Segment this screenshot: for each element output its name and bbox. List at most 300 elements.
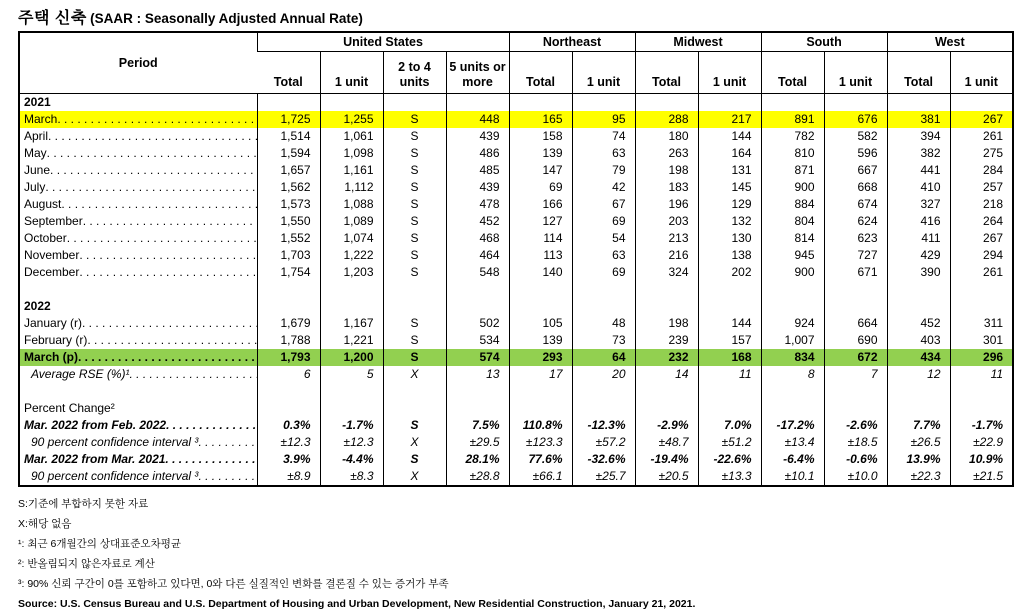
value-cell: [257, 281, 320, 298]
value-cell: 28.1%: [446, 451, 509, 468]
value-cell: 42: [572, 179, 635, 196]
value-cell: 138: [698, 247, 761, 264]
dot-leader: [198, 434, 256, 451]
value-cell: 11: [698, 366, 761, 383]
value-cell: 1,679: [257, 315, 320, 332]
value-cell: 1,657: [257, 162, 320, 179]
period-cell: [19, 213, 257, 230]
value-cell: [257, 383, 320, 400]
value-cell: 1,788: [257, 332, 320, 349]
value-cell: 596: [824, 145, 887, 162]
value-cell: 924: [761, 315, 824, 332]
dot-leader: [61, 196, 256, 213]
table-row: [19, 400, 1013, 417]
row-label: Mar. 2022 from Feb. 2022: [24, 418, 167, 432]
value-cell: [509, 383, 572, 400]
value-cell: 180: [635, 128, 698, 145]
value-cell: ±22.3: [887, 468, 950, 486]
value-cell: 1,255: [320, 111, 383, 128]
group-header-northeast: Northeast: [509, 32, 635, 52]
value-cell: [320, 383, 383, 400]
value-cell: 140: [509, 264, 572, 281]
dot-leader: [57, 111, 256, 128]
dot-leader: [198, 468, 256, 485]
value-cell: 144: [698, 128, 761, 145]
value-cell: 202: [698, 264, 761, 281]
row-label: February (r): [24, 333, 88, 347]
value-cell: 452: [887, 315, 950, 332]
value-cell: S: [383, 349, 446, 366]
value-cell: 1,088: [320, 196, 383, 213]
value-cell: 69: [572, 213, 635, 230]
value-cell: 410: [887, 179, 950, 196]
value-cell: 834: [761, 349, 824, 366]
value-cell: [446, 383, 509, 400]
value-cell: 198: [635, 315, 698, 332]
value-cell: [257, 400, 320, 417]
period-cell: [19, 298, 257, 315]
value-cell: [887, 400, 950, 417]
value-cell: 439: [446, 128, 509, 145]
value-cell: [509, 298, 572, 315]
value-cell: S: [383, 111, 446, 128]
value-cell: 429: [887, 247, 950, 264]
table-row: [19, 468, 1013, 486]
row-label: January (r): [24, 316, 83, 330]
value-cell: 301: [950, 332, 1013, 349]
period-cell-inner: [20, 451, 257, 468]
value-cell: 48: [572, 315, 635, 332]
value-cell: -2.6%: [824, 417, 887, 434]
value-cell: 441: [887, 162, 950, 179]
value-cell: 1,161: [320, 162, 383, 179]
column-header: 1 unit: [320, 52, 383, 94]
value-cell: 439: [446, 179, 509, 196]
value-cell: [698, 281, 761, 298]
value-cell: 63: [572, 247, 635, 264]
period-cell: [19, 383, 257, 400]
period-cell-inner: [20, 128, 257, 145]
value-cell: ±51.2: [698, 434, 761, 451]
value-cell: 261: [950, 264, 1013, 281]
value-cell: 1,754: [257, 264, 320, 281]
value-cell: 7: [824, 366, 887, 383]
period-cell-inner: [20, 196, 257, 213]
row-label: 90 percent confidence interval ³: [31, 469, 199, 483]
value-cell: 267: [950, 111, 1013, 128]
value-cell: 3.9%: [257, 451, 320, 468]
value-cell: [446, 400, 509, 417]
value-cell: 130: [698, 230, 761, 247]
footnote-s: S:기준에 부합하지 못한 자료: [18, 498, 149, 510]
value-cell: 213: [635, 230, 698, 247]
dot-leader: [165, 451, 256, 468]
value-cell: 164: [698, 145, 761, 162]
row-label: July: [24, 180, 46, 194]
value-cell: 267: [950, 230, 1013, 247]
value-cell: -1.7%: [950, 417, 1013, 434]
value-cell: 502: [446, 315, 509, 332]
period-cell: [19, 230, 257, 247]
value-cell: 814: [761, 230, 824, 247]
period-cell: [19, 247, 257, 264]
period-cell-inner: [20, 213, 257, 230]
value-cell: [509, 281, 572, 298]
period-cell-inner: [20, 349, 257, 366]
row-label: 2021: [24, 95, 51, 109]
value-cell: [257, 298, 320, 315]
value-cell: [572, 298, 635, 315]
period-cell-inner: [20, 400, 257, 417]
value-cell: ±48.7: [635, 434, 698, 451]
table-row: [19, 230, 1013, 247]
value-cell: S: [383, 315, 446, 332]
group-header-midwest: Midwest: [635, 32, 761, 52]
value-cell: [257, 94, 320, 112]
value-cell: X: [383, 468, 446, 486]
table-row: [19, 264, 1013, 281]
dot-leader: [45, 179, 256, 196]
value-cell: [761, 298, 824, 315]
value-cell: 434: [887, 349, 950, 366]
footnote-3: ³: 90% 신뢰 구간이 0를 포함하고 있다면, 0와 다른 실질적인 변화를 결론질 수 있는 증거가 부족: [18, 578, 449, 590]
value-cell: 464: [446, 247, 509, 264]
period-cell: [19, 417, 257, 434]
dot-leader: [129, 366, 256, 383]
value-cell: 900: [761, 179, 824, 196]
table-row: [19, 366, 1013, 383]
value-cell: X: [383, 366, 446, 383]
value-cell: [635, 281, 698, 298]
value-cell: 1,203: [320, 264, 383, 281]
period-cell: [19, 179, 257, 196]
value-cell: [950, 298, 1013, 315]
value-cell: [824, 383, 887, 400]
row-label: August: [24, 197, 62, 211]
value-cell: -1.7%: [320, 417, 383, 434]
value-cell: 1,112: [320, 179, 383, 196]
value-cell: 1,200: [320, 349, 383, 366]
dot-leader: [48, 128, 256, 145]
value-cell: ±18.5: [824, 434, 887, 451]
value-cell: 77.6%: [509, 451, 572, 468]
value-cell: [383, 298, 446, 315]
value-cell: 690: [824, 332, 887, 349]
period-cell-inner: [20, 468, 257, 485]
value-cell: 667: [824, 162, 887, 179]
dot-leader: [83, 213, 257, 230]
period-cell-inner: [20, 111, 257, 128]
value-cell: [635, 400, 698, 417]
value-cell: 1,089: [320, 213, 383, 230]
period-cell: [19, 315, 257, 332]
value-cell: 114: [509, 230, 572, 247]
value-cell: ±20.5: [635, 468, 698, 486]
page-title-subtitle: (SAAR : Seasonally Adjusted Annual Rate): [90, 11, 363, 26]
value-cell: S: [383, 179, 446, 196]
value-cell: ±8.9: [257, 468, 320, 486]
group-header-united-states: United States: [257, 32, 509, 52]
value-cell: 294: [950, 247, 1013, 264]
value-cell: 1,221: [320, 332, 383, 349]
dot-leader: [67, 230, 257, 247]
value-cell: [887, 383, 950, 400]
value-cell: [320, 281, 383, 298]
value-cell: 69: [509, 179, 572, 196]
value-cell: [761, 400, 824, 417]
value-cell: 144: [698, 315, 761, 332]
value-cell: 1,514: [257, 128, 320, 145]
value-cell: [824, 94, 887, 112]
value-cell: 73: [572, 332, 635, 349]
value-cell: 257: [950, 179, 1013, 196]
value-cell: 261: [950, 128, 1013, 145]
column-header: Total: [257, 52, 320, 94]
value-cell: 74: [572, 128, 635, 145]
column-header: Total: [509, 52, 572, 94]
group-header-west: West: [887, 32, 1013, 52]
period-cell: [19, 468, 257, 486]
footnote-2: ²: 반올림되지 않은자료로 계산: [18, 558, 155, 570]
column-header: 1 unit: [950, 52, 1013, 94]
period-cell: [19, 400, 257, 417]
value-cell: 263: [635, 145, 698, 162]
value-cell: 1,074: [320, 230, 383, 247]
period-cell: [19, 94, 257, 112]
period-cell: [19, 349, 257, 366]
value-cell: S: [383, 264, 446, 281]
value-cell: [320, 298, 383, 315]
value-cell: ±28.8: [446, 468, 509, 486]
period-cell: [19, 145, 257, 162]
value-cell: [320, 400, 383, 417]
row-label: October: [24, 231, 67, 245]
value-cell: 1,550: [257, 213, 320, 230]
column-header: 1 unit: [698, 52, 761, 94]
period-cell-inner: [20, 179, 257, 196]
period-cell: [19, 111, 257, 128]
value-cell: 891: [761, 111, 824, 128]
row-label: November: [24, 248, 80, 262]
value-cell: 183: [635, 179, 698, 196]
value-cell: 129: [698, 196, 761, 213]
table-row: [19, 315, 1013, 332]
value-cell: ±123.3: [509, 434, 572, 451]
value-cell: [572, 281, 635, 298]
period-cell: [19, 128, 257, 145]
value-cell: ±26.5: [887, 434, 950, 451]
value-cell: ±12.3: [320, 434, 383, 451]
value-cell: 727: [824, 247, 887, 264]
value-cell: [761, 94, 824, 112]
value-cell: 216: [635, 247, 698, 264]
value-cell: [824, 400, 887, 417]
page-title-korean: 주택 신축: [18, 10, 87, 27]
column-header: 5 units or more: [446, 52, 509, 94]
value-cell: 132: [698, 213, 761, 230]
value-cell: ±21.5: [950, 468, 1013, 486]
value-cell: 1,703: [257, 247, 320, 264]
value-cell: 7.7%: [887, 417, 950, 434]
value-cell: 198: [635, 162, 698, 179]
dot-leader: [79, 247, 256, 264]
value-cell: [887, 281, 950, 298]
column-header: Total: [761, 52, 824, 94]
housing-table: [18, 31, 1014, 487]
value-cell: 1,222: [320, 247, 383, 264]
table-row: [19, 247, 1013, 264]
table-row: [19, 145, 1013, 162]
value-cell: 20: [572, 366, 635, 383]
value-cell: S: [383, 145, 446, 162]
table-row: [19, 417, 1013, 434]
value-cell: 264: [950, 213, 1013, 230]
value-cell: [761, 281, 824, 298]
value-cell: 165: [509, 111, 572, 128]
value-cell: -32.6%: [572, 451, 635, 468]
value-cell: S: [383, 230, 446, 247]
value-cell: -0.6%: [824, 451, 887, 468]
value-cell: 239: [635, 332, 698, 349]
value-cell: [824, 298, 887, 315]
value-cell: 217: [698, 111, 761, 128]
value-cell: [635, 383, 698, 400]
column-header: 1 unit: [824, 52, 887, 94]
value-cell: 324: [635, 264, 698, 281]
value-cell: 382: [887, 145, 950, 162]
period-cell-inner: [20, 298, 257, 315]
value-cell: [383, 94, 446, 112]
value-cell: [698, 383, 761, 400]
value-cell: 327: [887, 196, 950, 213]
dot-leader: [47, 145, 257, 162]
value-cell: 664: [824, 315, 887, 332]
value-cell: 1,167: [320, 315, 383, 332]
value-cell: 478: [446, 196, 509, 213]
value-cell: [572, 94, 635, 112]
value-cell: -12.3%: [572, 417, 635, 434]
value-cell: 574: [446, 349, 509, 366]
value-cell: [950, 281, 1013, 298]
value-cell: -2.9%: [635, 417, 698, 434]
value-cell: 1,098: [320, 145, 383, 162]
value-cell: 284: [950, 162, 1013, 179]
value-cell: 7.0%: [698, 417, 761, 434]
value-cell: X: [383, 434, 446, 451]
value-cell: 403: [887, 332, 950, 349]
column-header: 2 to 4 units: [383, 52, 446, 94]
table-row: [19, 213, 1013, 230]
value-cell: 232: [635, 349, 698, 366]
value-cell: 17: [509, 366, 572, 383]
value-cell: 139: [509, 145, 572, 162]
value-cell: 804: [761, 213, 824, 230]
value-cell: 139: [509, 332, 572, 349]
value-cell: [446, 94, 509, 112]
table-row: [19, 281, 1013, 298]
table-row: [19, 179, 1013, 196]
value-cell: 311: [950, 315, 1013, 332]
value-cell: 275: [950, 145, 1013, 162]
value-cell: 486: [446, 145, 509, 162]
column-header: Total: [887, 52, 950, 94]
row-label: 2022: [24, 299, 51, 313]
value-cell: ±8.3: [320, 468, 383, 486]
value-cell: 113: [509, 247, 572, 264]
dot-leader: [78, 349, 257, 366]
row-label: December: [24, 265, 80, 279]
value-cell: 1,793: [257, 349, 320, 366]
value-cell: S: [383, 162, 446, 179]
period-cell: [19, 281, 257, 298]
value-cell: [383, 400, 446, 417]
value-cell: 810: [761, 145, 824, 162]
row-label: 90 percent confidence interval ³: [31, 435, 199, 449]
period-cell: [19, 366, 257, 383]
value-cell: ±12.3: [257, 434, 320, 451]
value-cell: 296: [950, 349, 1013, 366]
value-cell: 871: [761, 162, 824, 179]
row-label: Percent Change²: [24, 401, 115, 415]
value-cell: [887, 298, 950, 315]
value-cell: 67: [572, 196, 635, 213]
value-cell: S: [383, 196, 446, 213]
period-cell-inner: [20, 94, 257, 111]
value-cell: 1,594: [257, 145, 320, 162]
period-cell-inner: [20, 332, 257, 349]
row-label: May: [24, 146, 47, 160]
value-cell: 1,573: [257, 196, 320, 213]
value-cell: 674: [824, 196, 887, 213]
page-title: [18, 5, 1023, 28]
value-cell: 168: [698, 349, 761, 366]
value-cell: 416: [887, 213, 950, 230]
value-cell: 166: [509, 196, 572, 213]
value-cell: 64: [572, 349, 635, 366]
period-cell: [19, 451, 257, 468]
value-cell: S: [383, 451, 446, 468]
value-cell: 672: [824, 349, 887, 366]
footnote-x: X:해당 없음: [18, 518, 72, 530]
period-cell: [19, 434, 257, 451]
period-cell-inner: [20, 145, 257, 162]
value-cell: 1,725: [257, 111, 320, 128]
value-cell: [383, 383, 446, 400]
value-cell: 147: [509, 162, 572, 179]
value-cell: 288: [635, 111, 698, 128]
dot-leader: [79, 264, 256, 281]
group-header-south: South: [761, 32, 887, 52]
period-cell-inner: [20, 230, 257, 247]
row-label: March: [24, 112, 58, 126]
period-cell-inner: [20, 247, 257, 264]
value-cell: 548: [446, 264, 509, 281]
table-row: [19, 128, 1013, 145]
period-cell-inner: [20, 366, 257, 383]
period-cell: [19, 162, 257, 179]
value-cell: 884: [761, 196, 824, 213]
value-cell: 203: [635, 213, 698, 230]
value-cell: 534: [446, 332, 509, 349]
value-cell: 468: [446, 230, 509, 247]
value-cell: 157: [698, 332, 761, 349]
row-label: June: [24, 163, 51, 177]
value-cell: ±10.1: [761, 468, 824, 486]
table-row: [19, 434, 1013, 451]
value-cell: [635, 298, 698, 315]
value-cell: [698, 400, 761, 417]
value-cell: [446, 281, 509, 298]
